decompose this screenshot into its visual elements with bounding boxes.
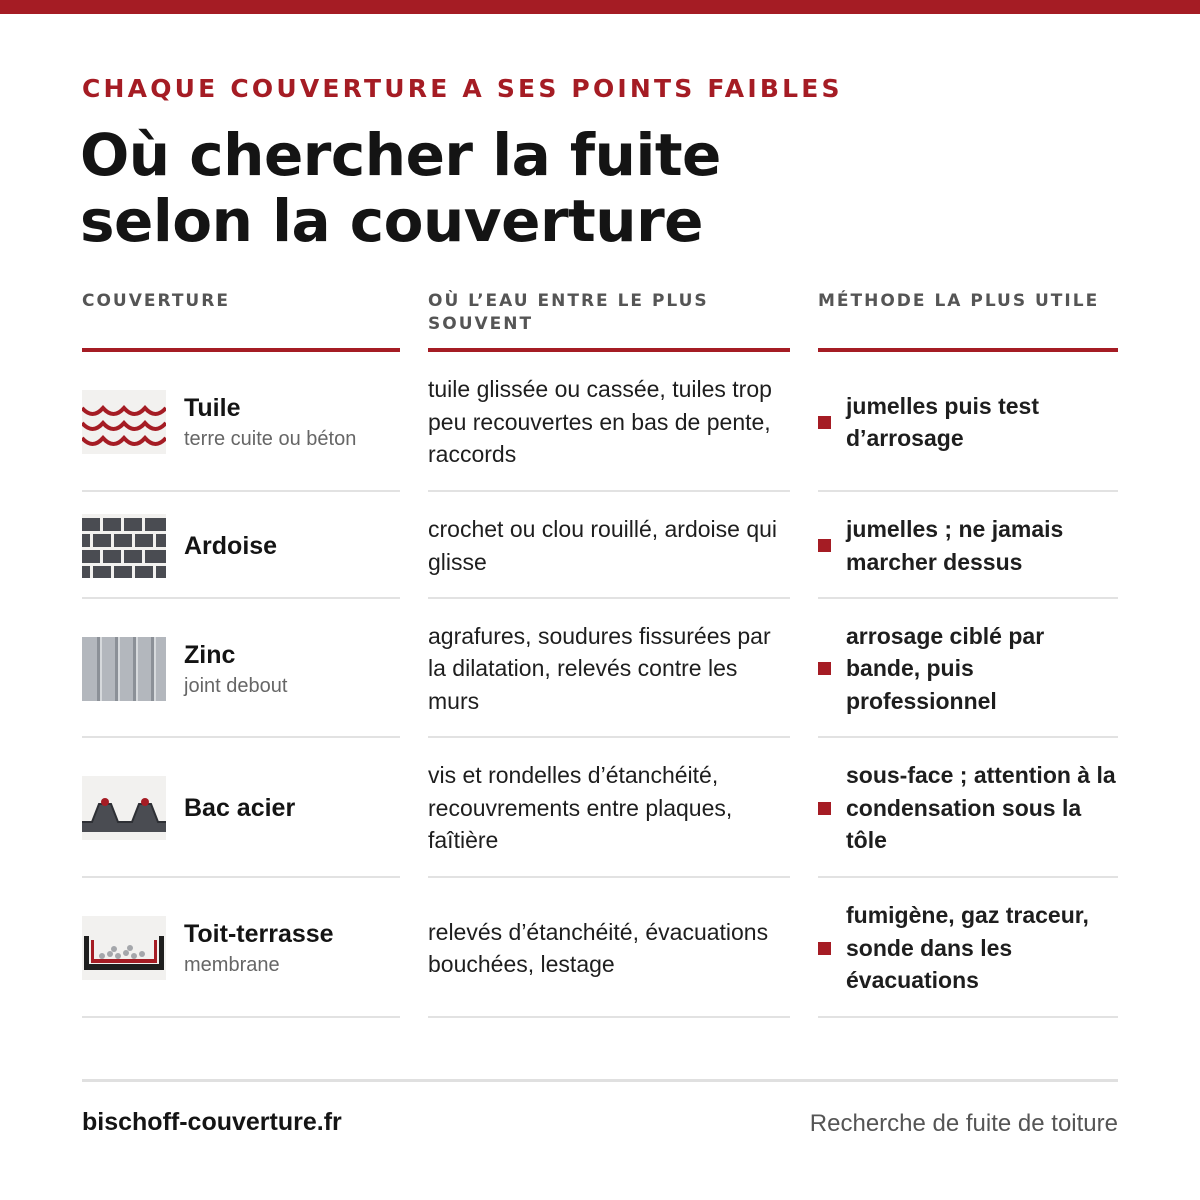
- page-title: [80, 122, 1080, 254]
- method-text: sous-face ; attention à la condensation sous la tôle: [846, 762, 1116, 854]
- bullet-marker: [818, 539, 831, 552]
- method-text: jumelles ; ne jamais marcher dessus: [846, 516, 1064, 575]
- roofing-subtitle: terre cuite ou béton: [184, 428, 357, 450]
- roofing-name: Bac acier: [184, 794, 296, 822]
- method-cell: [818, 738, 1118, 878]
- roofing-cell: [82, 878, 400, 1018]
- title-line-2: selon la couverture: [80, 187, 704, 255]
- method-cell: [818, 352, 1118, 492]
- roofing-cell: [82, 352, 400, 492]
- where-text: vis et rondelles d’étanchéité, recouvrements entre plaques, faîtière: [428, 762, 733, 854]
- column-header-method: MÉTHODE LA PLUS UTILE: [818, 291, 1100, 311]
- top-accent-bar: [0, 0, 1200, 14]
- roofing-cell: [82, 599, 400, 738]
- row-divider: [82, 1016, 400, 1018]
- roofing-name: Tuile: [184, 394, 241, 422]
- method-text: arrosage ciblé par bande, puis professionnel: [846, 622, 1045, 714]
- method-cell: [818, 878, 1118, 1018]
- zinc-roof-icon: [82, 637, 166, 701]
- bullet-marker: [818, 416, 831, 429]
- where-text: tuile glissée ou cassée, tuiles trop peu recouvertes en bas de pente, raccords: [428, 376, 772, 468]
- table-row: [0, 599, 1200, 738]
- steel-deck-icon: [82, 776, 166, 840]
- method-text: fumigène, gaz traceur, sonde dans les évacuations: [846, 902, 1089, 994]
- table-row: [0, 352, 1200, 492]
- website-link[interactable]: bischoff-couverture.fr: [82, 1108, 342, 1136]
- where-cell: [428, 738, 790, 878]
- method-cell: [818, 599, 1118, 738]
- roofing-subtitle: joint debout: [184, 674, 288, 697]
- flat-roof-icon: [82, 916, 166, 980]
- bullet-marker: [818, 802, 831, 815]
- where-cell: [428, 878, 790, 1018]
- table-row: [0, 878, 1200, 1018]
- method-cell: [818, 492, 1118, 599]
- footer-tagline: Recherche de fuite de toiture: [809, 1110, 1118, 1137]
- column-header-where: OÙ L’EAU ENTRE LE PLUS SOUVENT: [428, 291, 709, 334]
- roofing-name: Ardoise: [184, 531, 278, 560]
- where-text: agrafures, soudures fissurées par la dilatation, relevés contre les murs: [428, 622, 771, 714]
- kicker: CHAQUE COUVERTURE A SES POINTS FAIBLES: [82, 74, 843, 103]
- tile-roof-icon: [82, 390, 166, 454]
- where-cell: [428, 599, 790, 738]
- roofing-cell: [82, 492, 400, 599]
- column-header-roofing: COUVERTURE: [82, 291, 230, 311]
- title-line-1: Où chercher la fuite: [80, 121, 721, 189]
- roofing-name: Zinc: [184, 640, 236, 669]
- method-text: jumelles puis test d’arrosage: [846, 392, 1040, 451]
- where-cell: [428, 352, 790, 492]
- footer-divider: [82, 1079, 1118, 1082]
- roofing-subtitle: membrane: [184, 954, 280, 976]
- bullet-marker: [818, 942, 831, 955]
- where-cell: [428, 492, 790, 599]
- row-divider: [818, 1016, 1118, 1018]
- roofing-cell: [82, 738, 400, 878]
- where-text: relevés d’étanchéité, évacuations bouchées, lestage: [428, 918, 769, 977]
- table-row: [0, 738, 1200, 878]
- bullet-marker: [818, 662, 831, 675]
- table-row: [0, 492, 1200, 599]
- slate-roof-icon: [82, 514, 166, 578]
- roofing-name: Toit-terrasse: [184, 920, 334, 948]
- where-text: crochet ou clou rouillé, ardoise qui glisse: [428, 516, 778, 575]
- row-divider: [428, 1016, 790, 1018]
